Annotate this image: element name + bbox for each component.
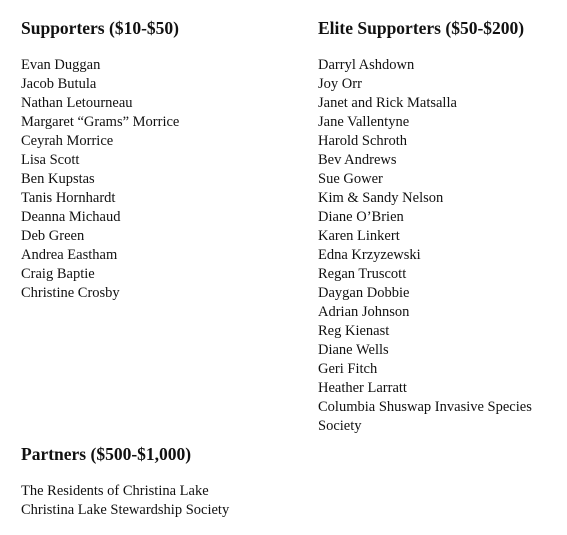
elite-supporter-name: Harold Schroth (318, 133, 407, 149)
elite-supporter-name: Geri Fitch (318, 361, 378, 377)
supporter-name: Evan Duggan (21, 57, 101, 73)
supporters-heading: Supporters ($10-$50) (21, 18, 179, 38)
elite-supporter-name: Regan Truscott (318, 266, 407, 282)
elite-supporter-name: Karen Linkert (318, 228, 400, 244)
elite-supporter-name: Edna Krzyzewski (318, 247, 421, 263)
partners-heading: Partners ($500-$1,000) (21, 444, 192, 464)
elite-supporter-name: Darryl Ashdown (318, 57, 415, 73)
supporter-name: Nathan Letourneau (21, 95, 133, 111)
partners-list (21, 482, 321, 520)
partners-section (21, 443, 321, 520)
elite-supporter-name: Kim & Sandy Nelson (318, 190, 444, 206)
supporter-name: Tanis Hornhardt (21, 190, 116, 206)
partner-name: Christina Lake Stewardship Society (21, 502, 230, 518)
elite-supporter-name: Reg Kienast (318, 323, 390, 339)
supporter-name: Christine Crosby (21, 285, 120, 301)
elite-supporter-name: Diane O’Brien (318, 209, 404, 225)
elite-supporters-heading: Elite Supporters ($50-$200) (318, 18, 525, 38)
partner-name: The Residents of Christina Lake (21, 483, 209, 499)
elite-supporter-name: Heather Larratt (318, 380, 407, 396)
elite-supporters-list (318, 56, 558, 436)
supporter-name: Deb Green (21, 228, 85, 244)
elite-supporter-name: Daygan Dobbie (318, 285, 410, 301)
supporter-name: Deanna Michaud (21, 209, 121, 225)
elite-supporter-name: Society (318, 418, 362, 434)
supporter-name: Jacob Butula (21, 76, 97, 92)
elite-supporter-name: Jane Vallentyne (318, 114, 410, 130)
supporter-name: Andrea Eastham (21, 247, 118, 263)
elite-supporter-name: Columbia Shuswap Invasive Species (318, 399, 532, 415)
elite-supporter-name: Sue Gower (318, 171, 383, 187)
supporters-section (21, 17, 291, 303)
elite-supporter-name: Joy Orr (318, 76, 362, 92)
elite-supporter-name: Diane Wells (318, 342, 389, 358)
supporter-name: Craig Baptie (21, 266, 95, 282)
supporter-name: Ceyrah Morrice (21, 133, 114, 149)
supporters-list (21, 56, 291, 303)
elite-supporters-section (318, 17, 558, 436)
supporter-name: Margaret “Grams” Morrice (21, 114, 180, 130)
elite-supporter-name: Janet and Rick Matsalla (318, 95, 457, 111)
supporter-name: Ben Kupstas (21, 171, 95, 187)
elite-supporter-name: Bev Andrews (318, 152, 397, 168)
supporter-name: Lisa Scott (21, 152, 80, 168)
elite-supporter-name: Adrian Johnson (318, 304, 410, 320)
